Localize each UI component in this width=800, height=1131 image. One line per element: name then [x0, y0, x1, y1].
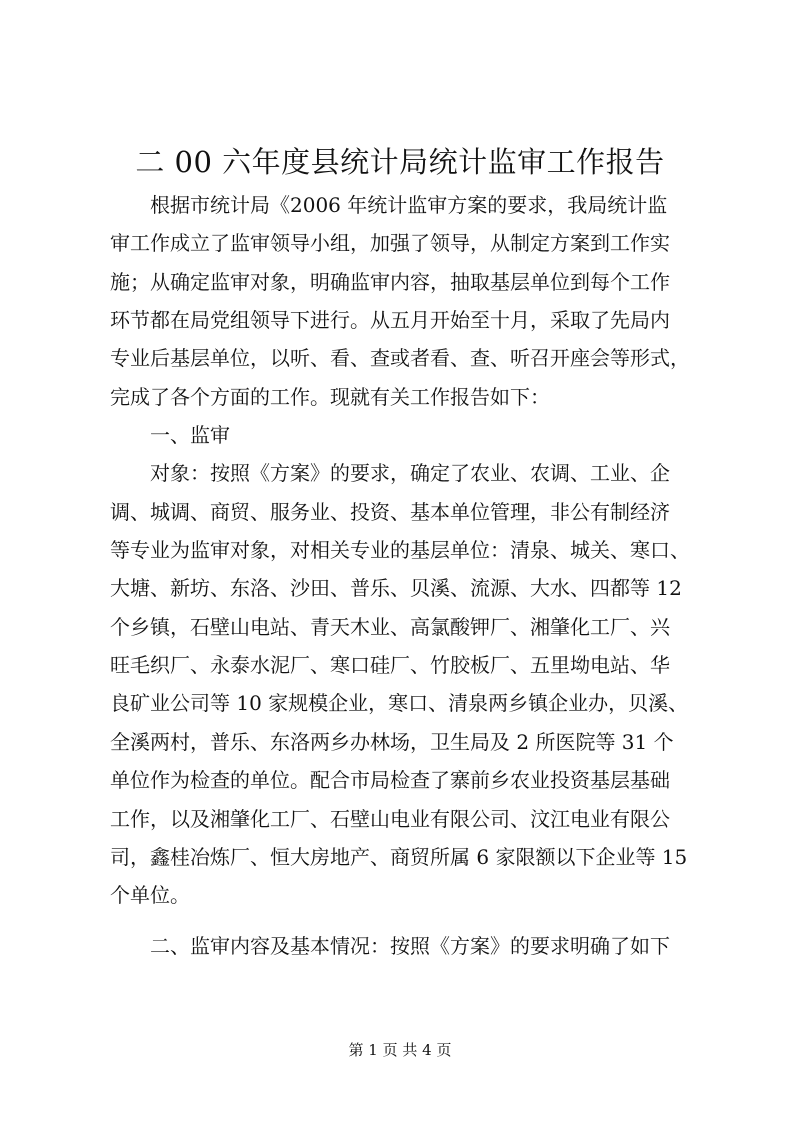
- section-heading: 一、监审: [150, 423, 230, 448]
- paragraph-line: 等专业为监审对象，对相关专业的基层单位：清泉、城关、寒口、: [110, 538, 690, 563]
- paragraph-line: 环节都在局党组领导下进行。从五月开始至十月，采取了先局内: [110, 308, 670, 333]
- paragraph-line: 个单位。: [110, 883, 190, 908]
- section-heading: 二、监审内容及基本情况：按照《方案》的要求明确了如下: [150, 933, 670, 958]
- paragraph-line: 良矿业公司等 10 家规模企业，寒口、清泉两乡镇企业办，贝溪、: [110, 691, 689, 716]
- paragraph-line: 审工作成立了监审领导小组，加强了领导，从制定方案到工作实: [110, 231, 670, 256]
- document-body: [110, 186, 700, 965]
- paragraph-line: 专业后基层单位，以听、看、查或者看、查、听召开座会等形式，: [110, 346, 690, 371]
- paragraph-line: 根据市统计局《2006 年统计监审方案的要求，我局统计监: [150, 193, 668, 217]
- paragraph-line: 施；从确定监审对象，明确监审内容，抽取基层单位到每个工作: [110, 269, 670, 294]
- paragraph-line: 调、城调、商贸、服务业、投资、基本单位管理，非公有制经济: [110, 499, 670, 524]
- paragraph-line: 对象：按照《方案》的要求，确定了农业、农调、工业、企: [150, 461, 670, 486]
- paragraph-line: 个乡镇，石壁山电站、青天木业、高氯酸钾厂、湘肇化工厂、兴: [110, 614, 670, 639]
- paragraph-line: 大塘、新坊、东洛、沙田、普乐、贝溪、流源、大水、四都等 12: [110, 576, 682, 601]
- paragraph-line: 司，鑫桂冶炼厂、恒大房地产、商贸所属 6 家限额以下企业等 15: [110, 844, 688, 869]
- paragraph-line: 全溪两村，普乐、东洛两乡办林场，卫生局及 2 所医院等 31 个: [110, 729, 674, 754]
- paragraph-line: 单位作为检查的单位。配合市局检查了寨前乡农业投资基层基础: [110, 768, 670, 793]
- paragraph-line: 工作，以及湘肇化工厂、石壁山电业有限公司、汶江电业有限公: [110, 806, 670, 831]
- paragraph-line: 旺毛织厂、永泰水泥厂、寒口硅厂、竹胶板厂、五里坳电站、华: [110, 653, 670, 678]
- page-footer: 第 1 页 共 4 页: [348, 1041, 452, 1059]
- document-title: 二 00 六年度县统计局统计监审工作报告: [135, 145, 665, 179]
- paragraph-line: 完成了各个方面的工作。现就有关工作报告如下：: [110, 384, 550, 409]
